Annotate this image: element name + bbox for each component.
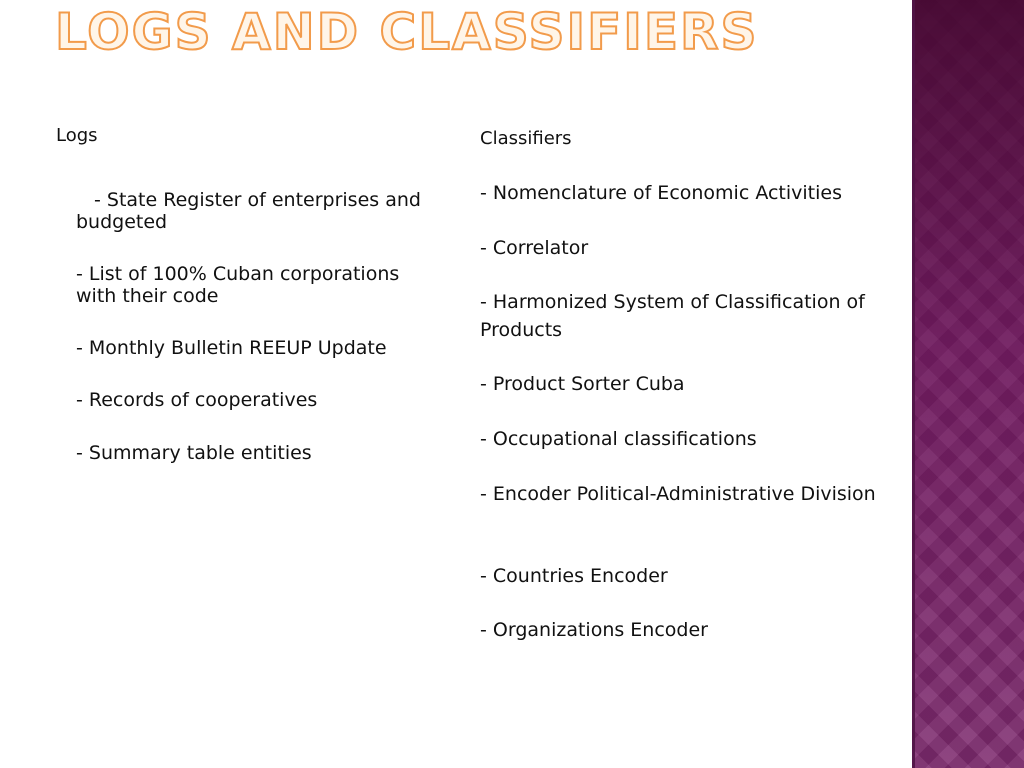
classifiers-list-item-occupational: - Occupational classifications xyxy=(480,428,757,450)
logs-list-item-monthly-bulletin: - Monthly Bulletin REEUP Update xyxy=(76,337,387,359)
logs-list-item-state-register: - State Register of enterprises and budgeted xyxy=(76,189,421,233)
classifiers-list-item-organizations: - Organizations Encoder xyxy=(480,619,708,641)
classifiers-list-item-correlator: - Correlator xyxy=(480,237,589,259)
logs-list-item-summary-table: - Summary table entities xyxy=(76,442,312,464)
decorative-side-band xyxy=(912,0,1024,768)
logs-heading: Logs xyxy=(56,125,98,146)
classifiers-list-item-nomenclature: - Nomenclature of Economic Activities xyxy=(480,182,843,204)
classifiers-list-item-political-division: - Encoder Political-Administrative Division xyxy=(480,483,876,505)
logs-list-item-cooperatives: - Records of cooperatives xyxy=(76,389,318,411)
classifiers-list-item-countries: - Countries Encoder xyxy=(480,565,668,587)
slide-title: LOGS AND CLASSIFIERS xyxy=(55,3,759,61)
classifiers-list-item-harmonized-system: - Harmonized System of Classification of Products xyxy=(480,291,865,341)
classifiers-heading: Classifiers xyxy=(480,128,572,149)
logs-list-item-cuban-corporations: - List of 100% Cuban corporations with their code xyxy=(76,263,400,307)
classifiers-list-item-product-sorter: - Product Sorter Cuba xyxy=(480,373,685,395)
